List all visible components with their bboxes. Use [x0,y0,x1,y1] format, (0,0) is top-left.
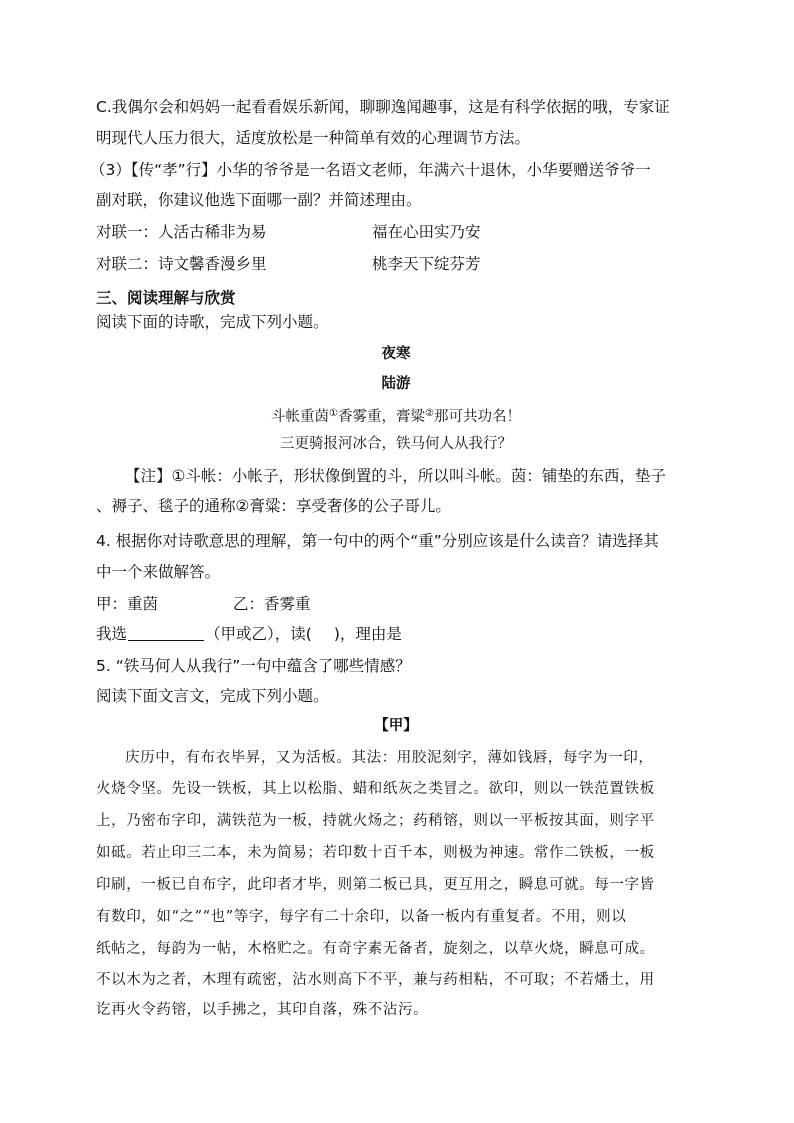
answer-prefix: 我选 [96,625,128,643]
passage-line: 如砥。若止印三二本，未为简易；若印数十百千本，则极为神速。常作二铁板，一板 [96,845,655,861]
footnote-marker-1: ① [329,408,338,419]
poem-line-1 [96,404,696,427]
answer-blank[interactable] [128,626,204,641]
passage-line: 有数印，如“之”“也”等字，每字有二十余印，以备一板内有重复者。不用，则以 [96,909,627,925]
question-4-line-1: 4. 根据你对诗歌意思的理解，第一句中的两个“重”分别应该是什么读音？请选择其 [96,532,659,550]
note-line-1: 【注】①斗帐：小帐子，形状像倒置的斗，所以叫斗帐。茵：铺垫的东西，垫子 [125,467,666,485]
footnote-marker-2: ② [425,408,434,419]
passage-heading: 【甲】 [374,717,418,734]
option-a: 甲：重茵 [96,595,159,613]
couplet-1-first: 对联一：人活古稀非为易 [96,223,267,241]
classical-intro: 阅读下面文言文，完成下列小题。 [96,687,329,705]
note-line-2: 、褥子、毯子的通称②膏粱：享受奢侈的公子哥儿。 [96,497,451,515]
poem-line-1-part-a: 斗帐重茵 [271,409,330,425]
option-b: 乙：香雾重 [233,595,311,613]
question-3-line-1: （3）【传“孝”行】小华的爷爷是一名语文老师，年满六十退休，小华要赠送爷爷一 [90,161,651,179]
poem-line-1-part-c: 那可共功名！ [433,409,521,425]
passage-line: 上，乃密布字印，满铁范为一板，持就火炀之；药稍镕，则以一平板按其面，则字平 [96,813,655,829]
couplet-1-second: 福在心田实乃安 [372,223,481,241]
passage-line: 纸帖之，每韵为一帖，木格贮之。有奇字素无备者，旋刻之，以草火烧，瞬息可成。 [96,941,655,957]
passage-line: 不以木为之者，木理有疏密，沾水则高下不平，兼与药相粘，不可取；不若燔土，用 [96,972,655,988]
answer-middle: （甲或乙），读( [205,625,312,643]
question-4-line-2: 中一个来做解答。 [96,563,221,581]
poem-line-2: 三更骑报河冰合，铁马何人从我行？ [280,436,512,452]
question-5: 5. “铁马何人从我行”一句中蕴含了哪些情感？ [96,657,411,675]
question-3-line-2: 副对联，你建议他选下面哪一副？并简述理由。 [96,191,422,209]
option-c-line-1: C.我偶尔会和妈妈一起看看娱乐新闻，聊聊逸闻趣事，这是有科学依据的哦，专家证 [96,98,670,116]
passage-line: 庆历中，有布衣毕昇，又为活板。其法：用胶泥刻字，薄如钱唇，每字为一印， [125,750,654,766]
poem-title: 夜寒 [381,345,411,362]
passage-line: 讫再火令药镕，以手拂之，其印自落，殊不沾污。 [96,1002,429,1018]
answer-fill-line [96,624,696,644]
passage-line: 火烧令坚。先设一铁板，其上以松脂、蜡和纸灰之类冒之。欲印，则以一铁范置铁板 [96,781,655,797]
couplet-2-first: 对联二：诗文馨香漫乡里 [96,255,267,273]
poem-author: 陆游 [381,375,411,392]
section-3-heading: 三、阅读理解与欣赏 [96,289,236,307]
couplet-2-second: 桃李天下绽芬芳 [372,255,481,273]
poem-line-1-part-b: 香雾重，膏粱 [338,409,425,425]
answer-suffix: )，理由是 [333,625,402,643]
passage-line: 印刷，一板已自布字，此印者才毕，则第二板已具，更互用之，瞬息可就。每一字皆 [96,877,655,893]
section-3-intro: 阅读下面的诗歌，完成下列小题。 [96,313,329,331]
option-c-line-2: 明现代人压力很大，适度放松是一种简单有效的心理调节方法。 [96,129,531,147]
